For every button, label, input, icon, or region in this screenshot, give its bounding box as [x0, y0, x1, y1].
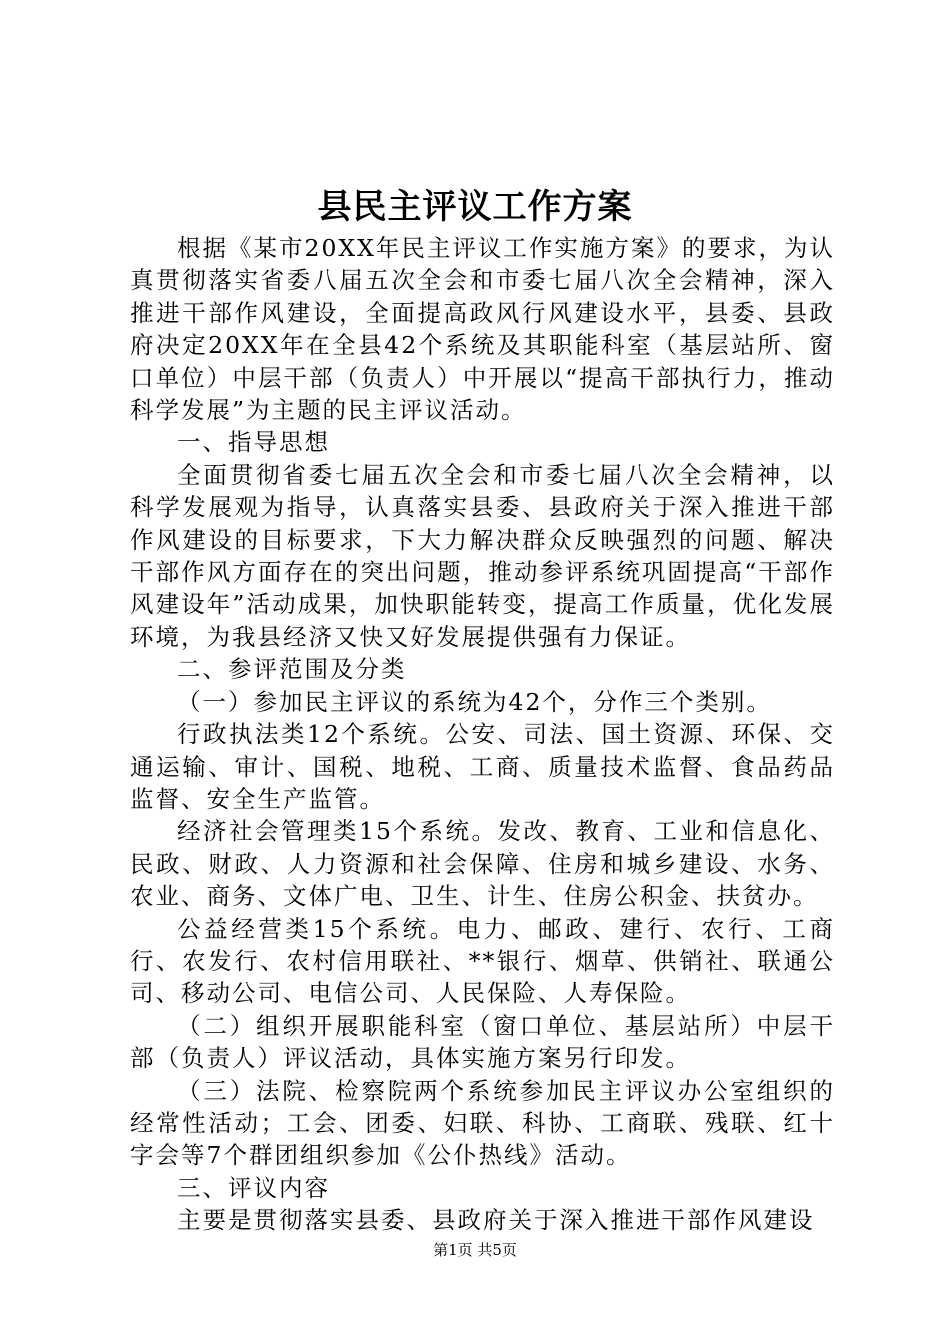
- document-body: [130, 232, 835, 1237]
- document-title: 县民主评议工作方案: [317, 187, 633, 227]
- paragraph-scope-1: （一）参加民主评议的系统为42个，分作三个类别。: [177, 687, 772, 716]
- section-heading-scope: 二、参评范围及分类: [177, 655, 407, 684]
- paragraph-content: 主要是贯彻落实县委、县政府关于深入推进干部作风建设: [177, 1206, 815, 1235]
- paragraph-scope-3: （三）法院、检察院两个系统参加民主评议办公室组织的经常性活动；工会、团委、妇联、科协、工商联、残联、红十字会等7个群团组织参加《公仆热线》活动。: [130, 1076, 835, 1170]
- paragraph-intro: 根据《某市20XX年民主评议工作实施方案》的要求，为认真贯彻落实省委八届五次全会和市委七届八次全会精神，深入推进干部作风建设，全面提高政风行风建设水平，县委、县政府决定20XX年在全县42个系统及其职能科室（基层站所、窗口单位）中层干部（负责人）中开展以“提高干部执行力，推动科学发展”为主题的民主评议活动。: [130, 234, 835, 425]
- paragraph-guiding-thought: 全面贯彻省委七届五次全会和市委七届八次全会精神，以科学发展观为指导，认真落实县委、县政府关于深入推进干部作风建设的目标要求，下大力解决群众反映强烈的问题、解决干部作风方面存在的突出问题，推动参评系统巩固提高“干部作风建设年”活动成果，加快职能转变，提高工作质量，优化发展环境，为我县经济又快又好发展提供强有力保证。: [130, 460, 835, 651]
- section-heading-guiding-thought: 一、指导思想: [177, 428, 330, 457]
- paragraph-economic-social: 经济社会管理类15个系统。发改、教育、工业和信息化、民政、财政、人力资源和社会保障、住房和城乡建设、水务、农业、商务、文体广电、卫生、计生、住房公积金、扶贫办。: [130, 817, 835, 911]
- paragraph-admin-enforcement: 行政执法类12个系统。公安、司法、国土资源、环保、交通运输、审计、国税、地税、工商、质量技术监督、食品药品监督、安全生产监管。: [130, 720, 835, 813]
- section-heading-content: 三、评议内容: [177, 1173, 330, 1202]
- page-footer: 第1页 共5页: [433, 1241, 517, 1259]
- paragraph-public-service: 公益经营类15个系统。电力、邮政、建行、农行、工商行、农发行、农村信用联社、**银行、烟草、供销社、联通公司、移动公司、电信公司、人民保险、人寿保险。: [130, 914, 835, 1008]
- paragraph-scope-2: （二）组织开展职能科室（窗口单位、基层站所）中层干部（负责人）评议活动，具体实施方案另行印发。: [130, 1011, 835, 1073]
